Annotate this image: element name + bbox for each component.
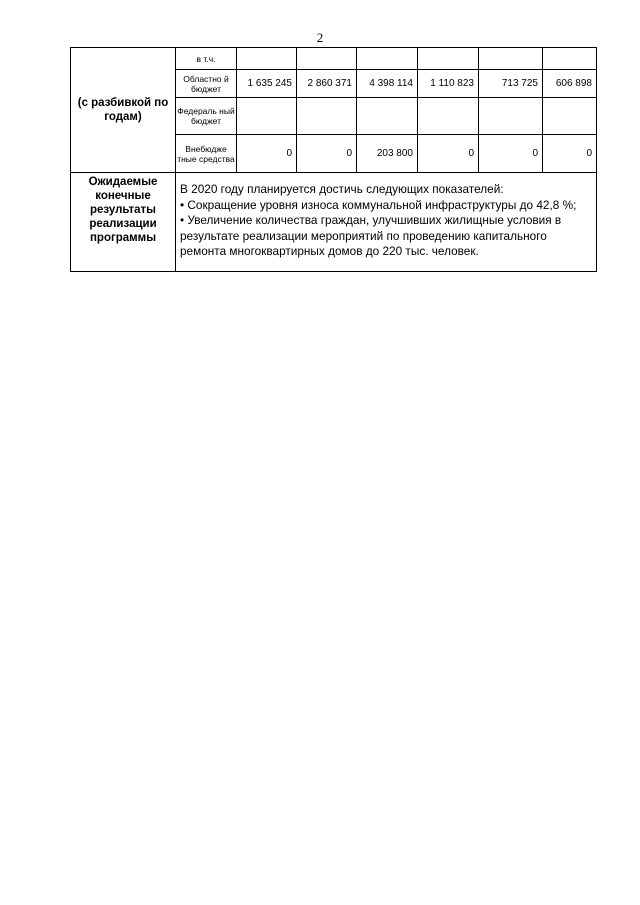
results-item: • Увеличение количества граждан, улучшивших жилищные условия в результате реализации мероприятий по проведению капитального ремонта многоквартирных домов до 220 тыс. человек. xyxy=(180,213,562,259)
results-intro: В 2020 году планируется достичь следующих показателей: xyxy=(180,182,504,197)
value-cell xyxy=(543,98,597,135)
value-cell xyxy=(357,98,418,135)
value-cell: 0 xyxy=(297,135,357,173)
program-passport-table xyxy=(70,47,597,272)
value-cell: 1 110 823 xyxy=(418,70,479,98)
value-cell: 0 xyxy=(479,135,543,173)
source-label: в т.ч. xyxy=(176,48,237,70)
table-row xyxy=(71,48,597,70)
value-cell xyxy=(479,98,543,135)
results-label: Ожидаемые конечные результаты реализации программы xyxy=(71,173,176,272)
value-cell xyxy=(297,48,357,70)
value-cell: 713 725 xyxy=(479,70,543,98)
source-label: Областно й бюджет xyxy=(176,70,237,98)
results-text xyxy=(176,173,597,272)
value-cell: 0 xyxy=(237,135,297,173)
source-label: Федераль ный бюджет xyxy=(176,98,237,135)
table-row xyxy=(71,173,597,272)
value-cell: 1 635 245 xyxy=(237,70,297,98)
results-item: • Сокращение уровня износа коммунальной инфраструктуры до 42,8 %; xyxy=(180,197,577,212)
value-cell: 0 xyxy=(543,135,597,173)
value-cell: 4 398 114 xyxy=(357,70,418,98)
value-cell xyxy=(543,48,597,70)
value-cell: 606 898 xyxy=(543,70,597,98)
value-cell xyxy=(418,48,479,70)
value-cell: 0 xyxy=(418,135,479,173)
value-cell xyxy=(237,98,297,135)
value-cell: 203 800 xyxy=(357,135,418,173)
page-number: 2 xyxy=(316,30,324,45)
value-cell xyxy=(237,48,297,70)
source-label: Внебюдже тные средства xyxy=(176,135,237,173)
value-cell xyxy=(297,98,357,135)
value-cell xyxy=(357,48,418,70)
value-cell xyxy=(479,48,543,70)
value-cell: 2 860 371 xyxy=(297,70,357,98)
value-cell xyxy=(418,98,479,135)
financing-label: (с разбивкой по годам) xyxy=(71,48,176,173)
